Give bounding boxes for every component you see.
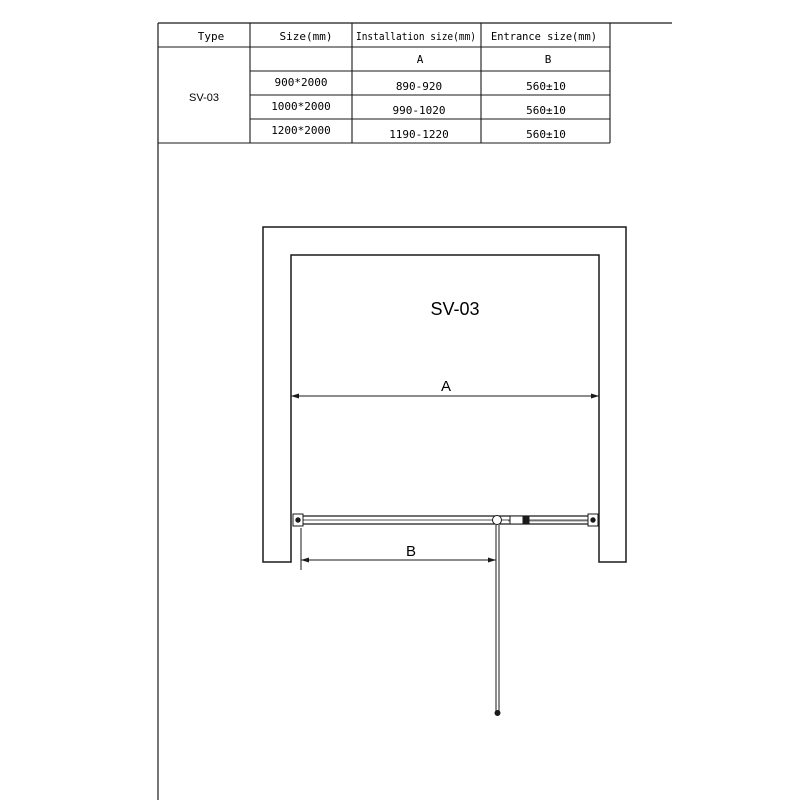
row-size: 1200*2000 [271,124,331,137]
right-wall-bracket [588,514,598,526]
table-row [271,124,566,141]
subheader-installation: A [416,53,424,66]
sliding-door-rail [293,516,598,524]
dimension-b [301,528,496,570]
row-entrance: 560±10 [526,104,566,117]
dimension-b-label: B [405,543,417,560]
row-size: 900*2000 [274,76,328,89]
table-row [275,76,566,93]
row-installation: 1190-1220 [389,128,449,141]
door-roller [493,516,530,525]
header-installation: Installation size(mm) [356,30,476,43]
header-type: Type [197,30,225,43]
spec-table [158,23,610,143]
row-installation: 990-1020 [392,104,446,117]
header-size: Size(mm) [279,30,333,43]
row-entrance: 560±10 [526,80,566,93]
model-cell: SV-03 [189,92,219,104]
swing-door-leaf [495,525,500,716]
subheader-entrance: B [544,53,552,66]
header-entrance: Entrance size(mm) [491,30,597,43]
row-installation: 890-920 [395,80,443,93]
row-size: 1000*2000 [271,100,331,113]
table-row [271,100,566,117]
shower-plan-drawing [263,227,626,716]
left-wall-bracket [293,514,303,526]
drawing-model-label: SV-03 [430,299,480,319]
dimension-a-label: A [440,378,452,395]
row-entrance: 560±10 [526,128,566,141]
